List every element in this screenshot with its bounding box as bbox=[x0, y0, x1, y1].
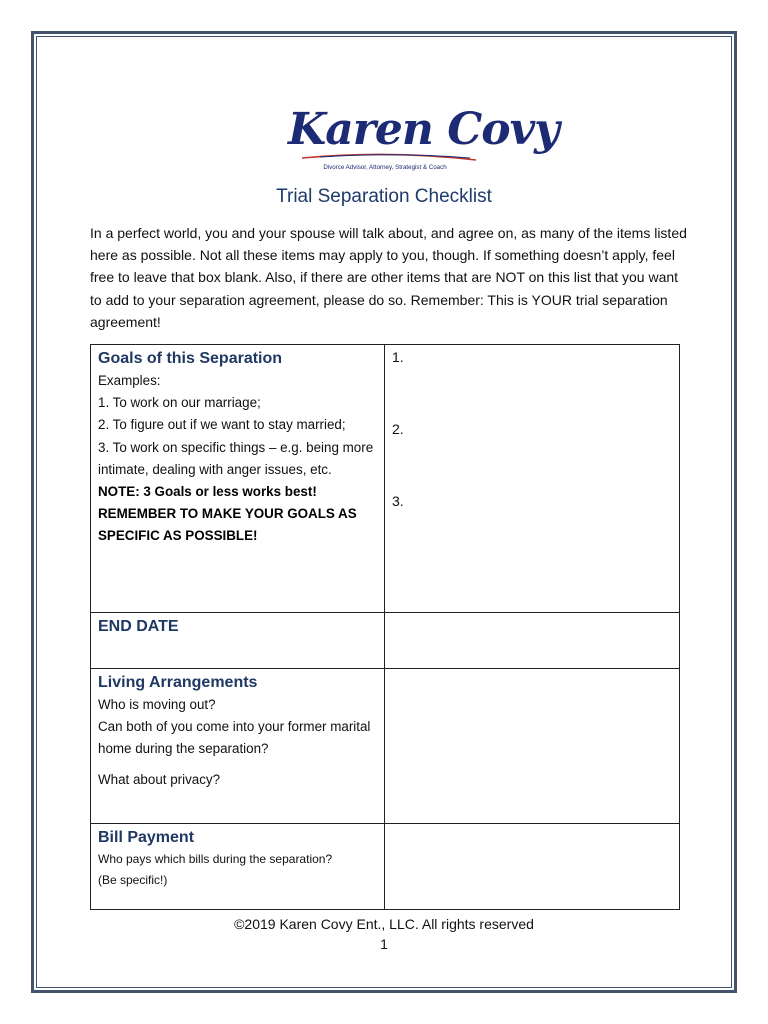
goal-answer-1: 1. bbox=[392, 349, 404, 365]
end-date-heading: END DATE bbox=[98, 618, 179, 635]
goals-example-2: 2. To figure out if we want to stay married; bbox=[98, 417, 346, 433]
page-number: 1 bbox=[380, 936, 388, 952]
bills-question-2: (Be specific!) bbox=[98, 873, 168, 887]
living-question-3: What about privacy? bbox=[98, 771, 221, 787]
intro-paragraph: In a perfect world, you and your spouse will talk about, and agree on, as many of the items listed here as possible. Not all these items may apply to you, though. If something doesn’t apply, feel free to leave that box blank. Also, if there are other items that are NOT on this list that you want to add to your separation agreement, please do so. Remember: This is YOUR trial separation agreement! bbox=[90, 225, 687, 330]
page-footer bbox=[0, 914, 768, 954]
table-row-living bbox=[91, 669, 680, 824]
bills-heading: Bill Payment bbox=[98, 829, 195, 846]
living-question-1: Who is moving out? bbox=[98, 697, 216, 712]
goals-heading: Goals of this Separation bbox=[98, 350, 283, 367]
goals-examples-label: Examples: bbox=[98, 373, 161, 388]
goal-answer-3: 3. bbox=[392, 493, 404, 509]
goals-example-1: 1. To work on our marriage; bbox=[98, 395, 261, 411]
goal-answer-2: 2. bbox=[392, 421, 404, 437]
bills-prompt-cell bbox=[91, 824, 385, 910]
spacer bbox=[98, 761, 377, 769]
living-prompt-cell bbox=[91, 669, 385, 824]
goals-example-3: 3. To work on specific things – e.g. being more intimate, dealing with anger issues, etc. bbox=[98, 439, 374, 477]
living-question-2: Can both of you come into your former marital home during the separation? bbox=[98, 719, 371, 757]
bills-answer-cell[interactable] bbox=[385, 824, 680, 910]
living-heading: Living Arrangements bbox=[98, 674, 258, 691]
goals-note: NOTE: 3 Goals or less works best! bbox=[98, 484, 317, 500]
checklist-table bbox=[90, 344, 680, 910]
goals-prompt-cell bbox=[91, 345, 385, 613]
table-row-bills bbox=[91, 824, 680, 910]
table-row-end-date bbox=[91, 613, 680, 669]
living-answer-cell[interactable] bbox=[385, 669, 680, 824]
karen-covy-logo bbox=[280, 92, 559, 178]
end-date-prompt-cell bbox=[91, 613, 385, 669]
logo-tagline: Divorce Advisor, Attorney, Strategist & Coach bbox=[323, 164, 447, 171]
bills-question-1: Who pays which bills during the separation? bbox=[98, 852, 333, 866]
table-row-goals bbox=[91, 345, 680, 613]
logo-name: Karen Covy bbox=[288, 104, 559, 155]
goals-answer-cell[interactable] bbox=[385, 345, 680, 613]
goals-reminder: REMEMBER TO MAKE YOUR GOALS AS SPECIFIC AS POSSIBLE! bbox=[98, 506, 357, 544]
page-title: Trial Separation Checklist bbox=[276, 186, 492, 207]
copyright-notice: ©2019 Karen Covy Ent., LLC. All rights reserved bbox=[234, 916, 534, 932]
end-date-answer-cell[interactable] bbox=[385, 613, 680, 669]
